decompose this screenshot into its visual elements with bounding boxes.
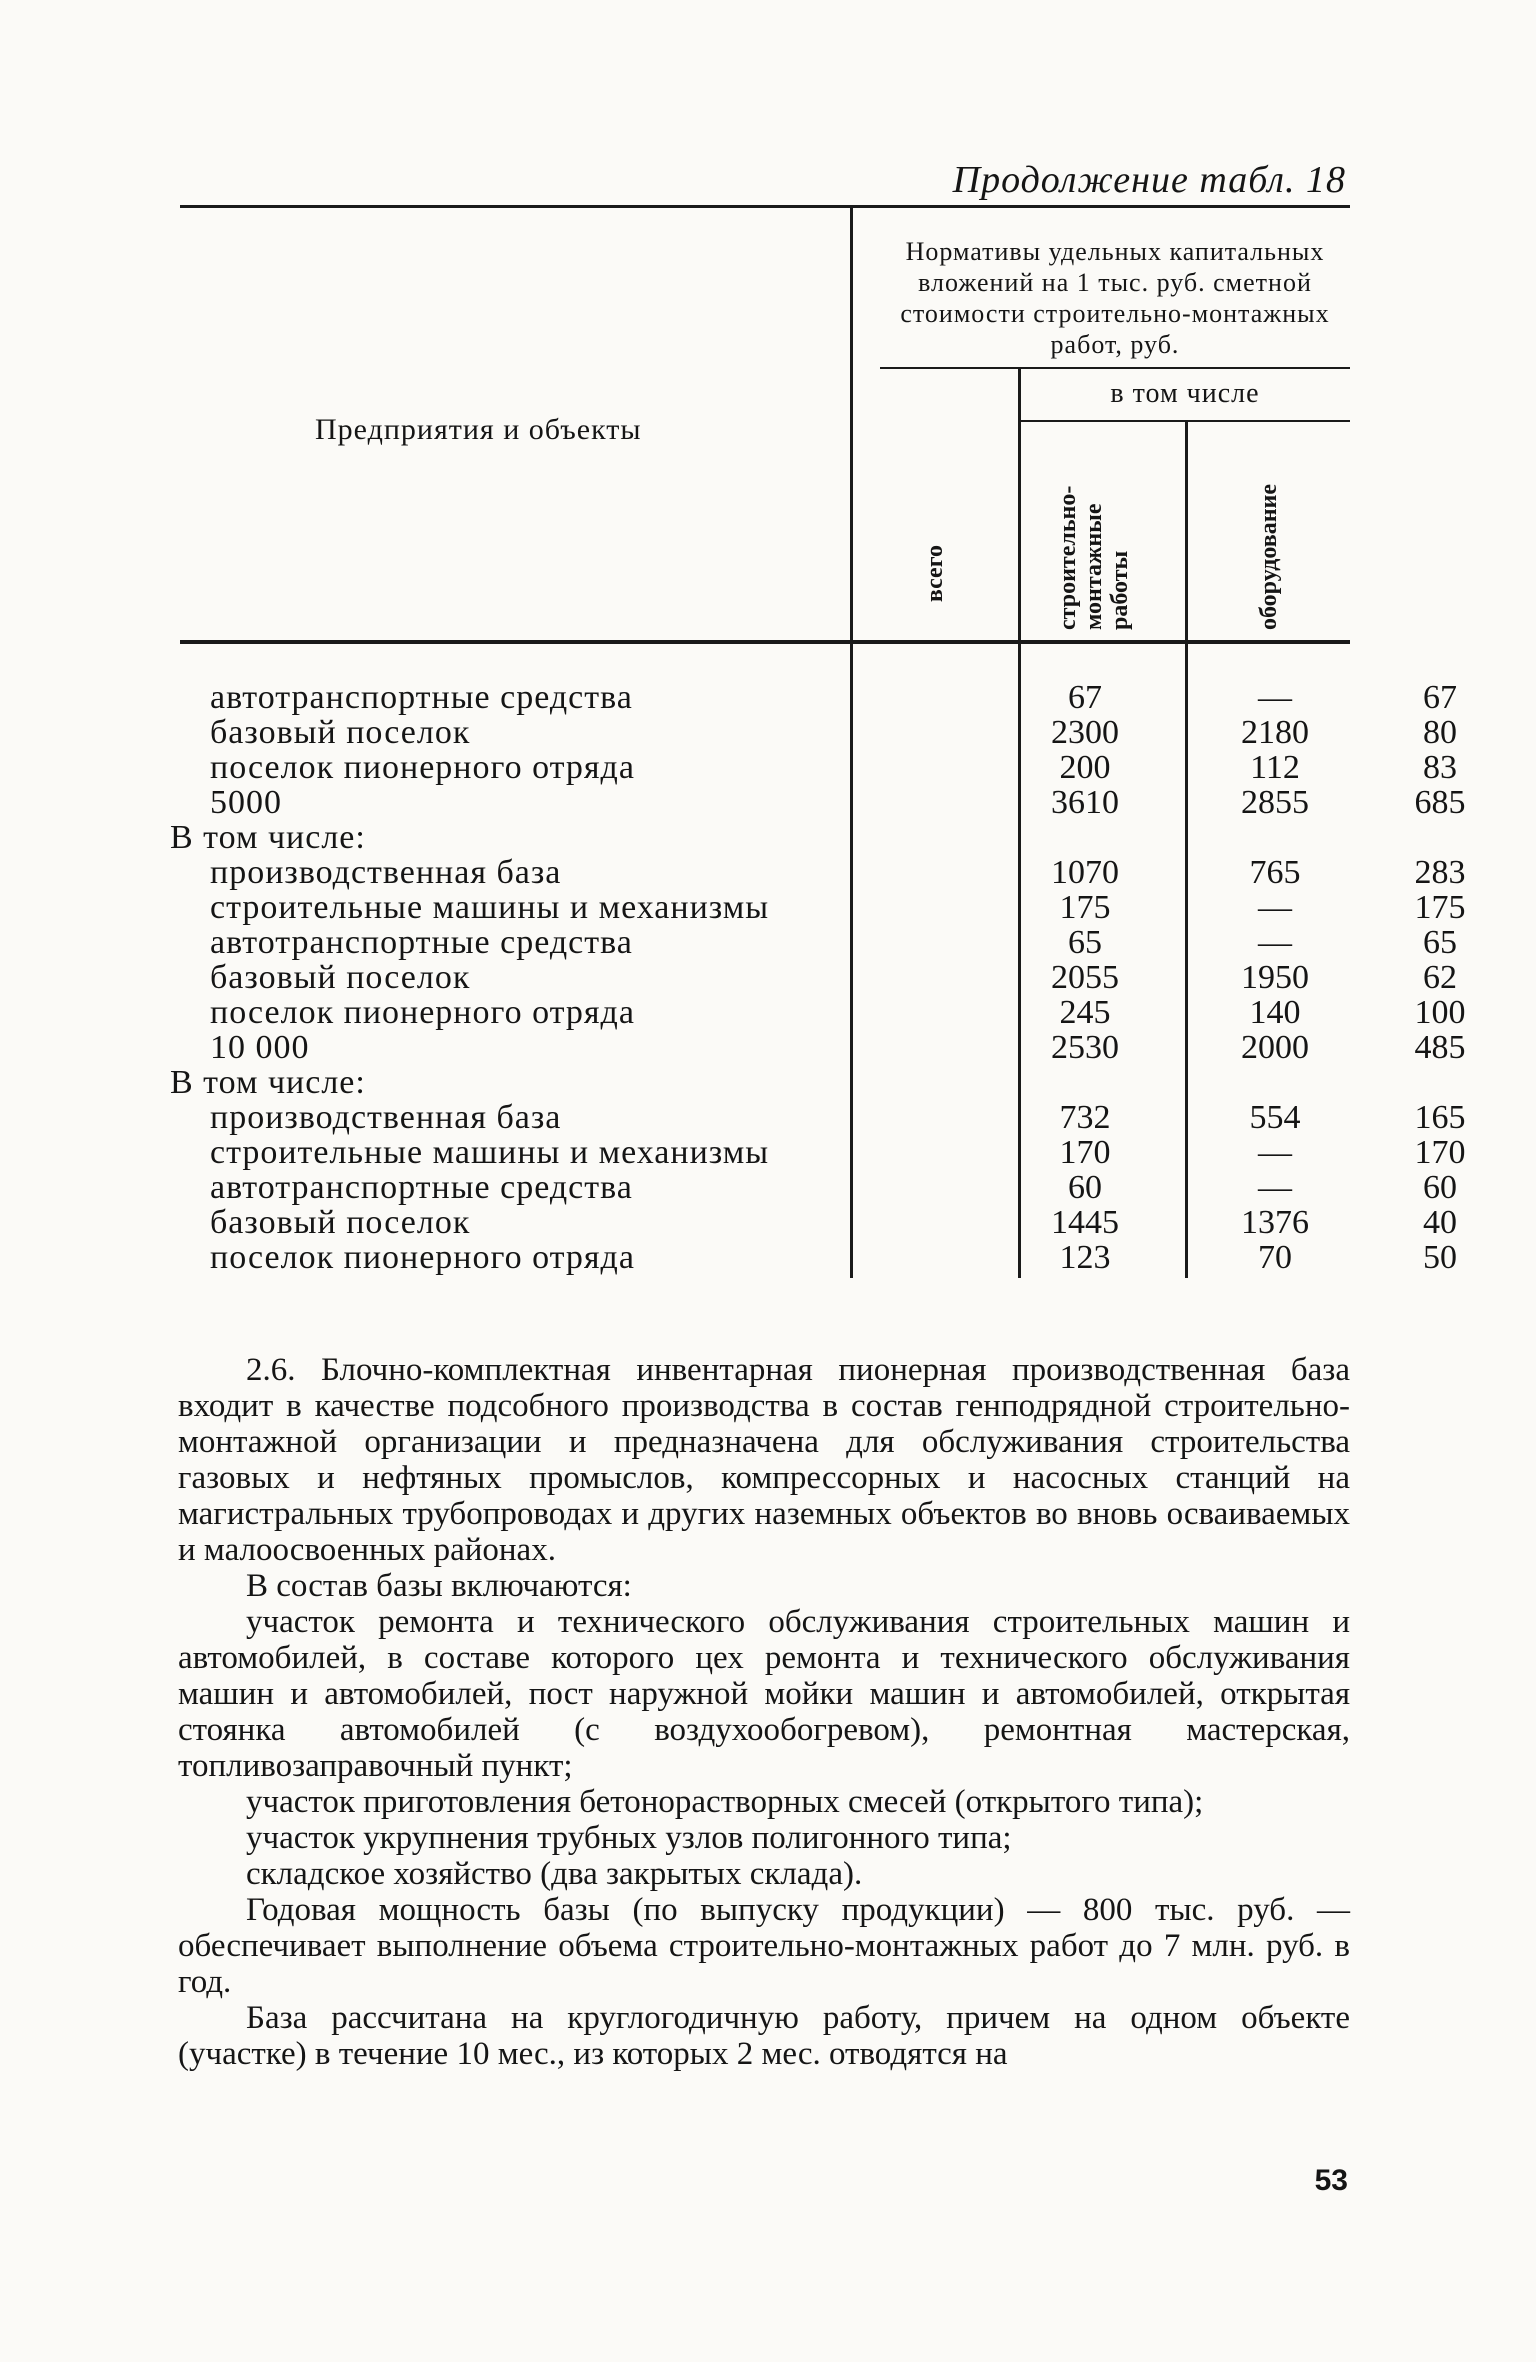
table-row: [170, 749, 1457, 786]
cell-equipment: 50: [1423, 1239, 1457, 1276]
page-number: 53: [1314, 2164, 1348, 2197]
cell-total: 200: [1059, 749, 1111, 786]
table-row: [170, 714, 1457, 751]
cell-equipment: 100: [1414, 994, 1466, 1031]
cell-equipment: 83: [1423, 749, 1457, 786]
table-row: [170, 1204, 1457, 1241]
table-row: [170, 820, 1370, 855]
row-name: поселок пионерного отряда: [210, 1239, 635, 1276]
cell-total: 1070: [1051, 854, 1119, 891]
cell-equipment: 62: [1423, 959, 1457, 996]
row-name: строительные машины и механизмы: [210, 1134, 770, 1171]
paragraph-base-composition: В состав базы включаются:: [246, 1568, 632, 1604]
cell-construction: 2855: [1241, 784, 1309, 821]
norms-bottom-rule: [880, 367, 1350, 369]
table-header-bottom-rule: [180, 640, 1350, 644]
table-row: [170, 854, 1466, 891]
paragraph-year-round: База рассчитана на круглогодичную работу, причем на одном объекте (участке) в течение 10 мес., из которых 2 мес. отводятся на: [178, 2000, 1350, 2072]
paragraph-2-6: 2.6. Блочно-комплектная инвентарная пионерная производственная база входит в качестве подсобного производства в состав генподрядной строительно-монтажной организации и предназначена для обслуживания строительства газовых и нефтяных промыслов, компрессорных и насосных станций на магистральных трубопроводах и других наземных объектов во вновь осваиваемых и малоосвоенных районах.: [178, 1352, 1350, 1568]
header-construction: строительно-монтажные работы: [1055, 485, 1133, 630]
row-name: автотранспортные средства: [210, 679, 633, 716]
cell-total: 1445: [1051, 1204, 1119, 1241]
table-row: [170, 1099, 1466, 1136]
table-row: [170, 1134, 1466, 1171]
table-row: [170, 889, 1466, 926]
cell-construction: 140: [1249, 994, 1301, 1031]
paragraph-concrete-section: участок приготовления бетонорастворных смесей (открытого типа);: [246, 1784, 1204, 1820]
row-name: 5000: [210, 784, 282, 821]
paragraph-annual-capacity: Годовая мощность базы (по выпуску продукции) — 800 тыс. руб. — обеспечивает выполнение объема строительно-монтажных работ до 7 млн. руб. в год.: [178, 1892, 1350, 2000]
cell-equipment: 165: [1414, 1099, 1466, 1136]
table-row: [170, 679, 1457, 716]
cell-construction: 765: [1249, 854, 1301, 891]
cell-total: 2530: [1051, 1029, 1119, 1066]
table-top-rule: [180, 205, 1350, 208]
cell-construction: —: [1258, 1134, 1292, 1171]
table-row: [170, 784, 1466, 821]
cell-construction: 2180: [1241, 714, 1309, 751]
cell-total: 170: [1059, 1134, 1111, 1171]
cell-construction: —: [1258, 924, 1292, 961]
paragraph-repair-section: участок ремонта и технического обслуживания строительных машин и автомобилей, в составе которого цех ремонта и технического обслуживания машин и автомобилей, пост наружной мойки машин и автомобилей, открытая стоянка автомобилей (с воздухообогревом), ремонтная мастерская, топливозаправочный пункт;: [178, 1604, 1350, 1784]
header-including: в том числе: [1110, 378, 1260, 409]
row-name: производственная база: [210, 1099, 562, 1136]
cell-construction: 1376: [1241, 1204, 1309, 1241]
row-name: 10 000: [210, 1029, 310, 1066]
row-name: базовый поселок: [210, 1204, 471, 1241]
cell-equipment: 685: [1414, 784, 1466, 821]
table-row: [170, 1239, 1457, 1276]
table-continuation-label: Продолжение табл. 18: [952, 159, 1346, 201]
cell-equipment: 170: [1414, 1134, 1466, 1171]
row-name: В том числе:: [170, 1064, 366, 1101]
cell-equipment: 60: [1423, 1169, 1457, 1206]
header-enterprises: Предприятия и объекты: [315, 413, 642, 446]
paragraph-warehouse: складское хозяйство (два закрытых склада).: [246, 1856, 863, 1892]
cell-equipment: 485: [1414, 1029, 1466, 1066]
cell-construction: —: [1258, 1169, 1292, 1206]
table-row: [170, 1169, 1457, 1206]
cell-total: 2300: [1051, 714, 1119, 751]
cell-total: 245: [1059, 994, 1111, 1031]
cell-equipment: 65: [1423, 924, 1457, 961]
row-name: автотранспортные средства: [210, 924, 633, 961]
cell-construction: 554: [1249, 1099, 1301, 1136]
header-norms: Нормативы удельных капитальных вложений на 1 тыс. руб. сметной стоимости строительно-монтажных работ, руб.: [900, 237, 1330, 359]
cell-total: 123: [1059, 1239, 1111, 1276]
cell-equipment: 40: [1423, 1204, 1457, 1241]
cell-equipment: 80: [1423, 714, 1457, 751]
cell-equipment: 175: [1414, 889, 1466, 926]
cell-construction: 70: [1258, 1239, 1292, 1276]
row-name: базовый поселок: [210, 959, 471, 996]
row-name: строительные машины и механизмы: [210, 889, 770, 926]
table-row: [170, 1065, 1370, 1100]
row-name: поселок пионерного отряда: [210, 994, 635, 1031]
row-name: поселок пионерного отряда: [210, 749, 635, 786]
cell-equipment: 283: [1414, 854, 1466, 891]
cell-total: 65: [1068, 924, 1102, 961]
table-body: [170, 679, 1466, 1276]
row-name: В том числе:: [170, 819, 366, 856]
cell-equipment: 67: [1423, 679, 1457, 716]
paragraph-pipe-section: участок укрупнения трубных узлов полигонного типа;: [246, 1820, 1012, 1856]
table-row: [170, 924, 1457, 961]
row-name: производственная база: [210, 854, 562, 891]
body-text: [178, 1352, 1350, 2072]
cell-total: 3610: [1051, 784, 1119, 821]
table-row: [170, 994, 1466, 1031]
header-equipment: оборудование: [1256, 483, 1282, 630]
row-name: автотранспортные средства: [210, 1169, 633, 1206]
cell-total: 732: [1059, 1099, 1111, 1136]
header-total: всего: [922, 545, 948, 603]
table-row: [170, 959, 1457, 996]
cell-construction: 2000: [1241, 1029, 1309, 1066]
cell-total: 67: [1068, 679, 1102, 716]
cell-construction: 112: [1250, 749, 1300, 786]
cell-construction: —: [1258, 679, 1292, 716]
row-name: базовый поселок: [210, 714, 471, 751]
cell-total: 60: [1068, 1169, 1102, 1206]
table-row: [170, 1029, 1466, 1066]
cell-construction: 1950: [1241, 959, 1309, 996]
cell-total: 175: [1059, 889, 1111, 926]
cell-total: 2055: [1051, 959, 1119, 996]
cell-construction: —: [1258, 889, 1292, 926]
